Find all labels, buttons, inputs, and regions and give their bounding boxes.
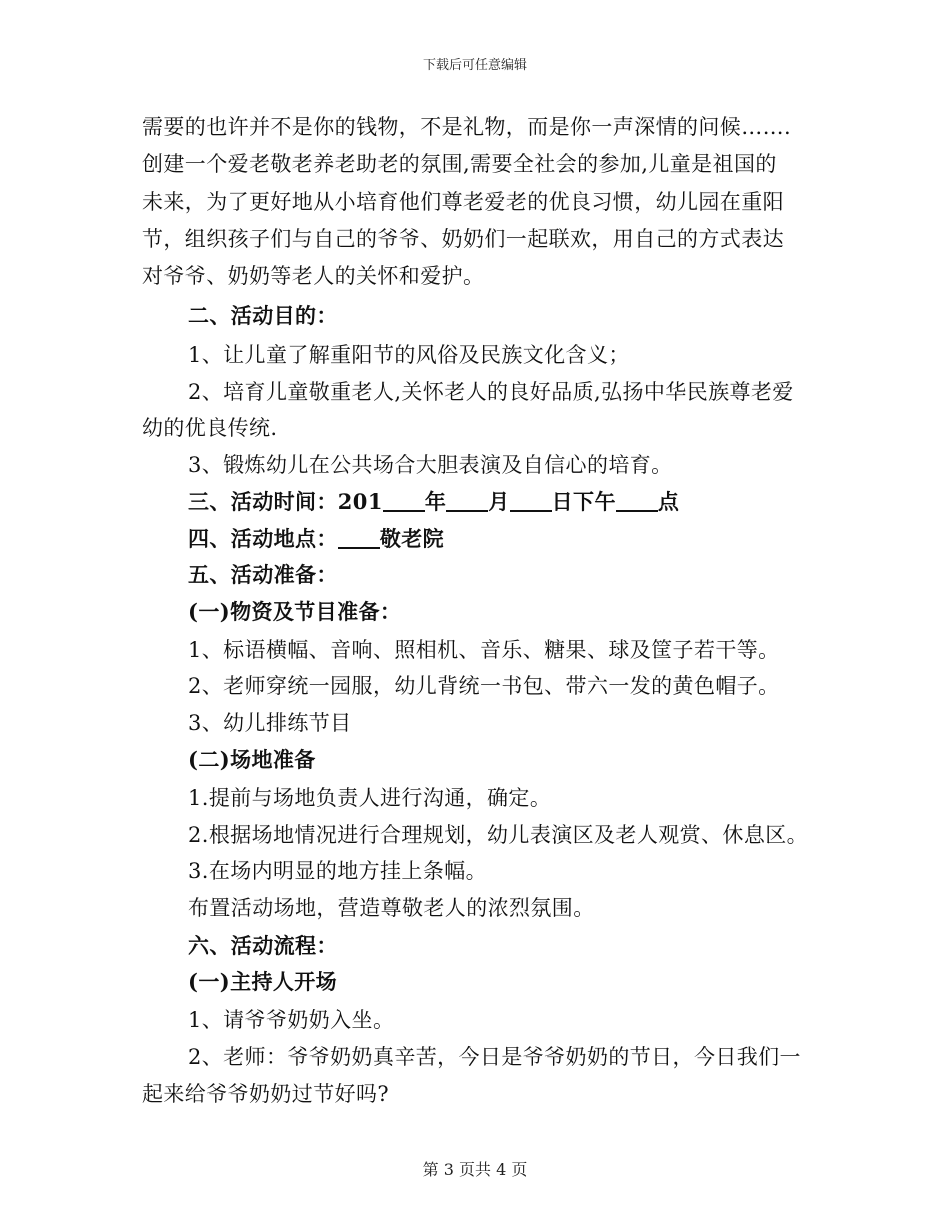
year-blank: [383, 490, 425, 512]
section-heading-process: 六、活动流程：: [188, 933, 338, 958]
list-item: 2、培育儿童敬重老人,关怀老人的良好品质,弘扬中华民族尊老爱: [188, 380, 794, 404]
list-item: 1、请爷爷奶奶入坐。: [188, 1008, 395, 1032]
page-footer: 第 3 页共 4 页: [422, 1160, 528, 1179]
body-line: 布置活动场地，营造尊敬老人的浓烈氛围。: [188, 896, 595, 920]
section-heading-goals: 二、活动目的：: [188, 303, 338, 328]
body-line: 节，组织孩子们与自己的爷爷、奶奶们一起联欢，用自己的方式表达: [142, 227, 784, 251]
subsection-heading: (二)场地准备: [188, 747, 316, 772]
hour-blank: [616, 490, 658, 512]
hour-label: 点: [657, 489, 680, 514]
list-item: 1.提前与场地负责人进行沟通，确定。: [188, 786, 552, 810]
year-label: 年: [424, 489, 447, 514]
month-label: 月: [488, 489, 510, 514]
list-item: 2、老师穿统一园服，幼儿背统一书包、带六一发的黄色帽子。: [188, 674, 780, 698]
list-item: 3、锻炼幼儿在公共场合大胆表演及自信心的培育。: [188, 453, 673, 477]
list-item-continuation: 幼的优良传统.: [142, 416, 278, 440]
section-heading-preparation: 五、活动准备：: [188, 562, 338, 587]
body-line: 需要的也许并不是你的钱物，不是礼物，而是你一声深情的问候…….: [142, 115, 792, 139]
subsection-heading: (一)物资及节目准备：: [188, 599, 402, 624]
list-item-continuation: 起来给爷爷奶奶过节好吗?: [142, 1082, 390, 1106]
list-item: 3.在场内明显的地方挂上条幅。: [188, 859, 488, 883]
place-label: 四、活动地点：: [188, 526, 338, 551]
body-line: 创建一个爱老敬老养老助老的氛围,需要全社会的参加,儿童是祖国的: [142, 152, 777, 176]
place-blank: [338, 527, 380, 549]
page-header: 下载后可任意编辑: [422, 58, 527, 73]
list-item: 2.根据场地情况进行合理规划，幼儿表演区及老人观赏、休息区。: [188, 823, 809, 847]
list-item: 3、幼儿排练节目: [188, 711, 352, 735]
day-blank: [510, 490, 552, 512]
body-line: 对爷爷、奶奶等老人的关怀和爱护。: [142, 264, 485, 288]
day-pm-label: 日下午: [551, 489, 616, 514]
section-heading-time: [188, 489, 679, 515]
subsection-heading: (一)主持人开场: [188, 969, 338, 994]
list-item: 1、让儿童了解重阳节的风俗及民族文化含义；: [188, 343, 630, 367]
place-name: 敬老院: [379, 526, 445, 551]
time-label: 三、活动时间：201: [188, 489, 383, 514]
section-heading-place: [188, 526, 444, 552]
body-line: 未来，为了更好地从小培育他们尊老爱老的优良习惯，幼儿园在重阳: [142, 190, 784, 214]
month-blank: [446, 490, 488, 512]
list-item: 1、标语横幅、音响、照相机、音乐、糖果、球及筐子若干等。: [188, 638, 780, 662]
list-item: 2、老师：爷爷奶奶真辛苦，今日是爷爷奶奶的节日，今日我们一: [188, 1045, 801, 1069]
